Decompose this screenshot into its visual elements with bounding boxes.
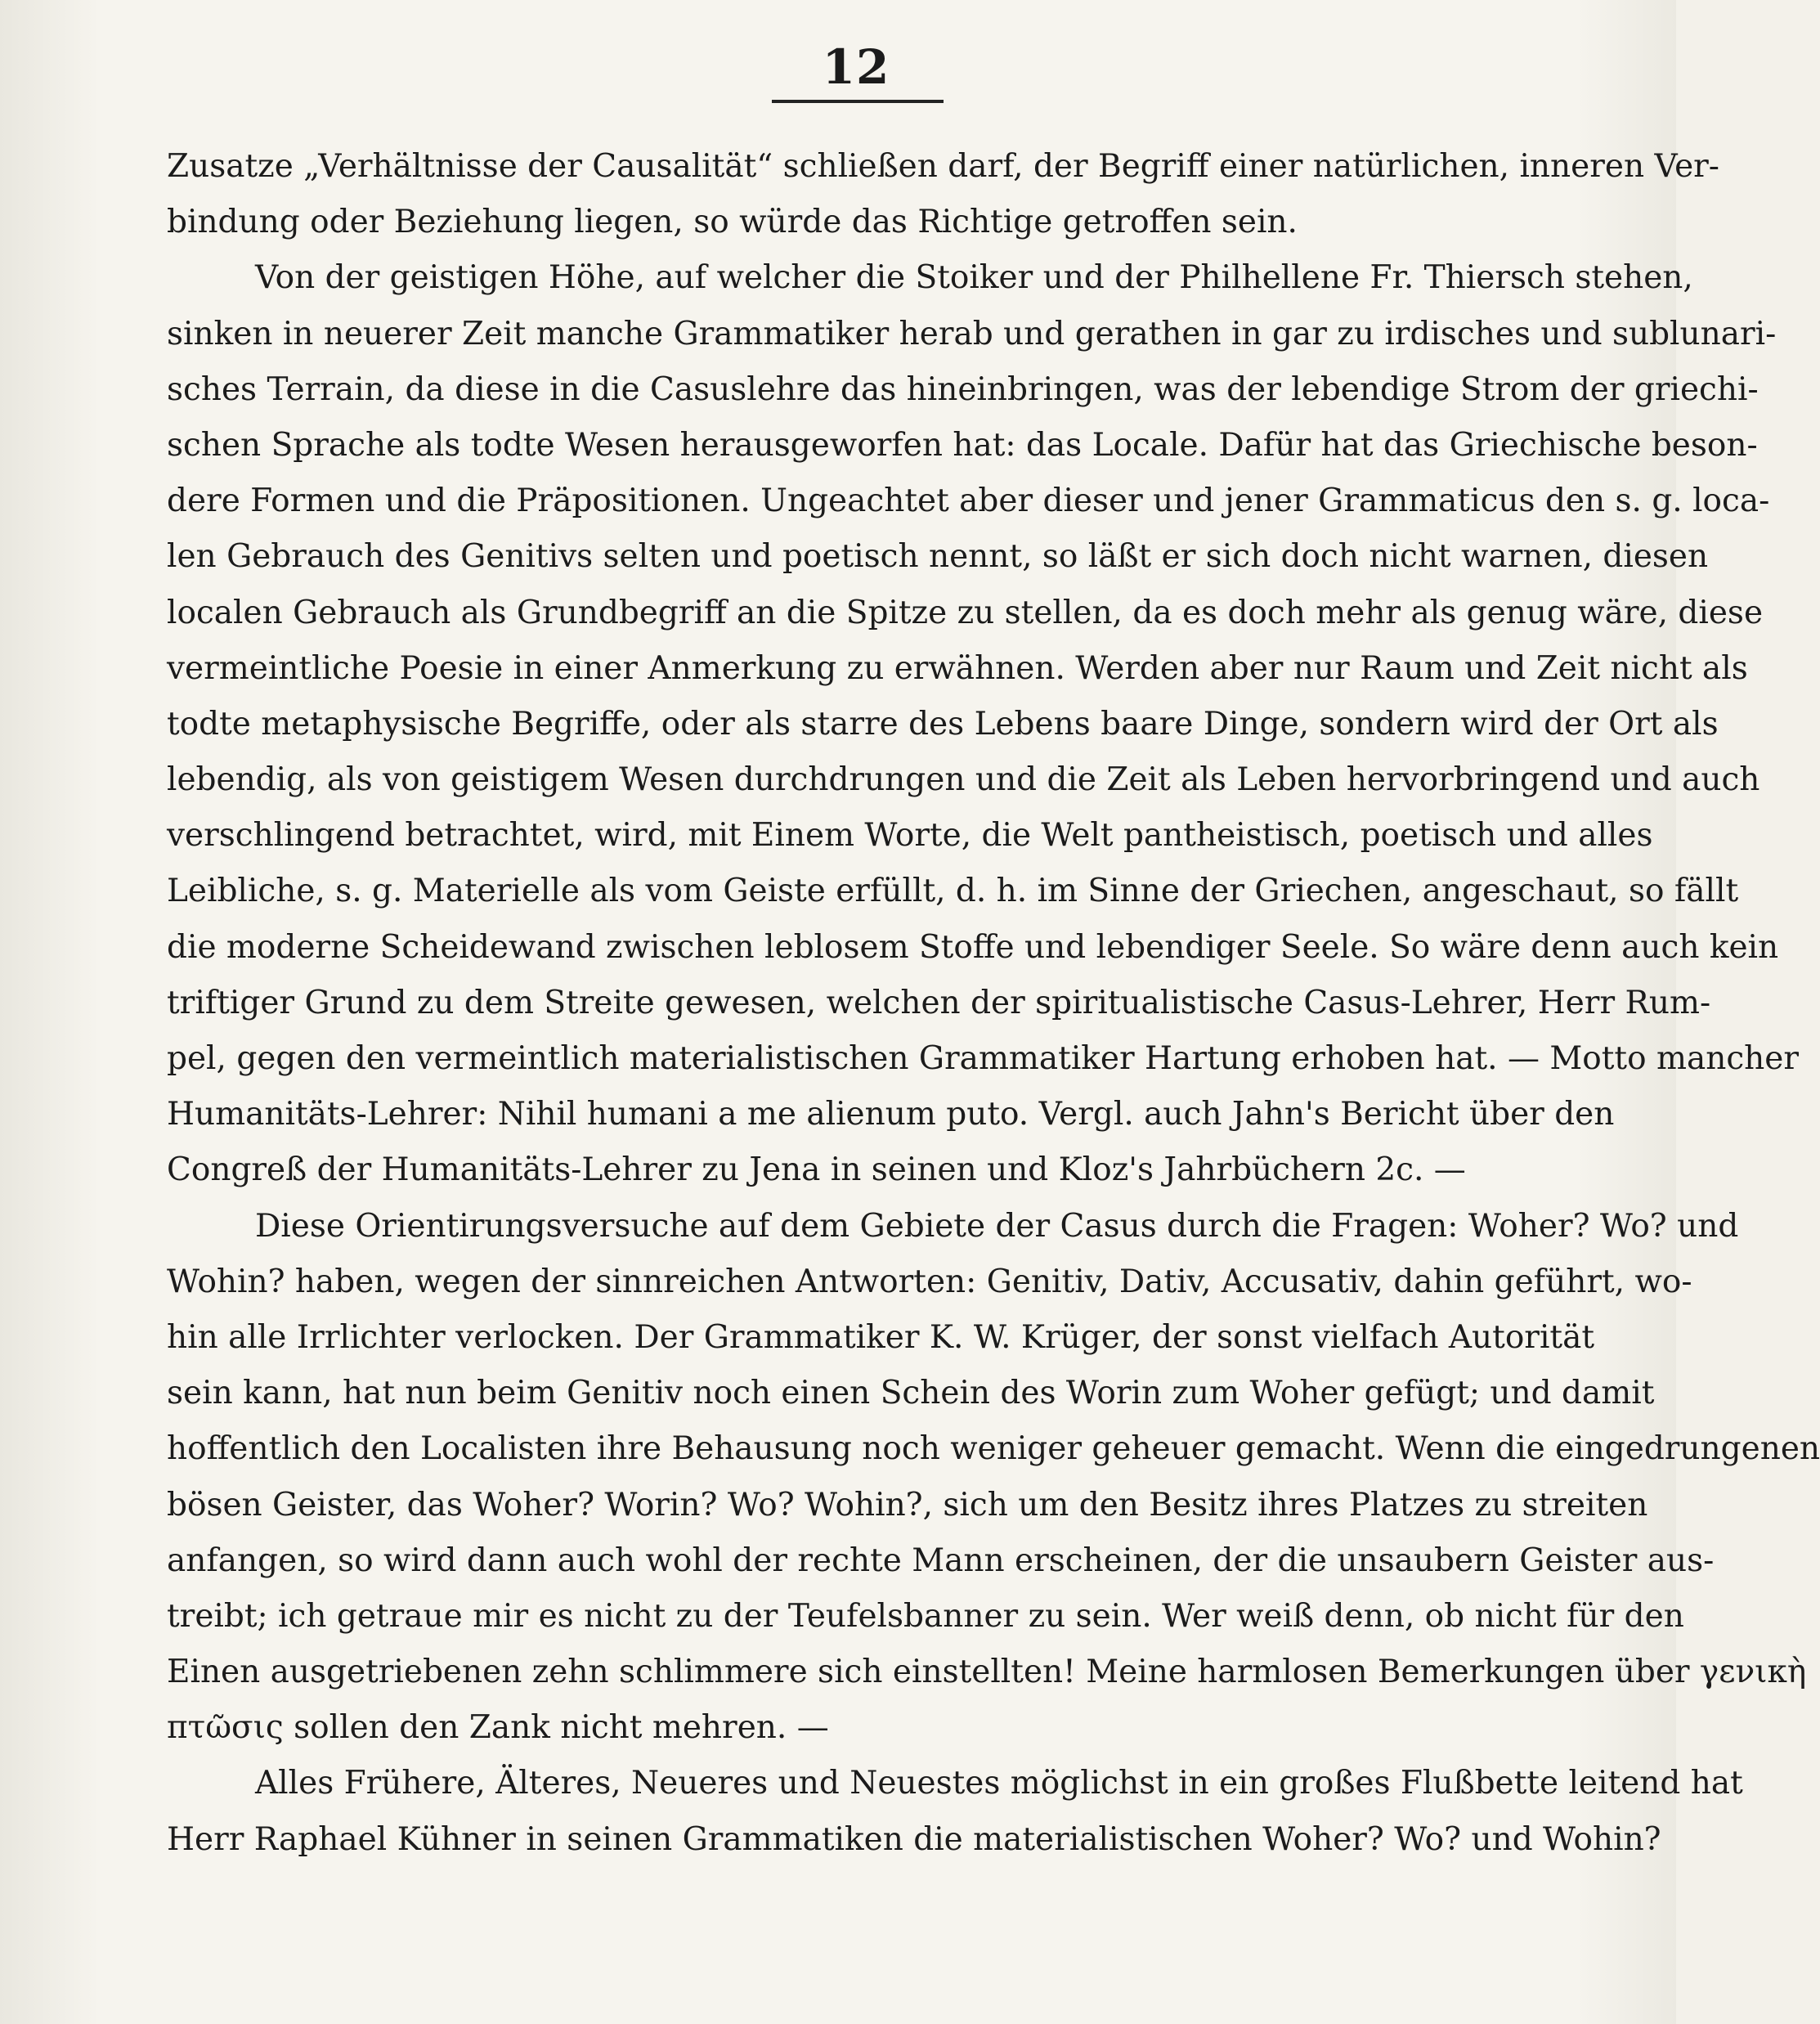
text-line: Einen ausgetriebenen zehn schlimmere sich einstellten! Meine harmlosen Bemerkungen über γενικὴ	[167, 1654, 1807, 1691]
text-line: treibt; ich getraue mir es nicht zu der Teufelsbanner zu sein. Wer weiß denn, ob nicht für den	[167, 1597, 1684, 1635]
text-line: dere Formen und die Präpositionen. Ungeachtet aber dieser und jener Grammaticus den s. g. loca-	[167, 482, 1770, 520]
text-line: hin alle Irrlichter verlocken. Der Grammatiker K. W. Krüger, der sonst vielfach Autorität	[167, 1318, 1595, 1356]
text-line: vermeintliche Poesie in einer Anmerkung zu erwähnen. Werden aber nur Raum und Zeit nicht als	[167, 649, 1748, 687]
text-line: triftiger Grund zu dem Streite gewesen, welchen der spiritualistische Casus-Lehrer, Herr Rum-	[167, 984, 1711, 1021]
text-line: Zusatze „Verhältnisse der Causalität“ schließen darf, der Begriff einer natürlichen, inneren Ver-	[167, 148, 1719, 185]
text-line: bindung oder Beziehung liegen, so würde das Richtige getroffen sein.	[167, 204, 1298, 241]
text-line: Herr Raphael Kühner in seinen Grammatiken die materialistischen Woher? Wo? und Wohin?	[167, 1820, 1661, 1858]
text-line: sches Terrain, da diese in die Casuslehre das hineinbringen, was der lebendige Strom der griechi-	[167, 370, 1759, 408]
text-line: sein kann, hat nun beim Genitiv noch einen Schein des Worin zum Woher gefügt; und damit	[167, 1375, 1655, 1412]
text-line: localen Gebrauch als Grundbegriff an die Spitze zu stellen, da es doch mehr als genug wäre, diese	[167, 594, 1764, 631]
text-line: sinken in neuerer Zeit manche Grammatiker herab und gerathen in gar zu irdisches und sublunari-	[167, 315, 1777, 352]
text-line: lebendig, als von geistigem Wesen durchdrungen und die Zeit als Leben hervorbringend und auch	[167, 761, 1760, 799]
text-line: schen Sprache als todte Wesen herausgeworfen hat: das Locale. Dafür hat das Griechische beson-	[167, 426, 1758, 464]
text-line: Congreß der Humanitäts-Lehrer zu Jena in seinen und Kloz's Jahrbüchern 2c. —	[167, 1151, 1466, 1189]
text-line: Wohin? haben, wegen der sinnreichen Antworten: Genitiv, Dativ, Accusativ, dahin geführt, wo-	[167, 1263, 1692, 1300]
body-text	[167, 139, 1820, 1868]
text-line: verschlingend betrachtet, wird, mit Einem Worte, die Welt pantheistisch, poetisch und alles	[167, 817, 1653, 855]
text-line: Leibliche, s. g. Materielle als vom Geiste erfüllt, d. h. im Sinne der Griechen, angeschaut, so fällt	[167, 873, 1739, 910]
text-line: Humanitäts-Lehrer: Nihil humani a me alienum puto. Vergl. auch Jahn's Bericht über den	[167, 1096, 1615, 1133]
text-line: Von der geistigen Höhe, auf welcher die Stoiker und der Philhellene Fr. Thiersch stehen,	[255, 259, 1693, 297]
text-line: hoffentlich den Localisten ihre Behausung noch weniger geheuer gemacht. Wenn die eingedrungenen	[167, 1430, 1820, 1468]
text-line: todte metaphysische Begriffe, oder als starre des Lebens baare Dinge, sondern wird der Ort als	[167, 705, 1719, 743]
text-line: bösen Geister, das Woher? Worin? Wo? Wohin?, sich um den Besitz ihres Platzes zu streiten	[167, 1486, 1648, 1524]
text-line: πτῶσις sollen den Zank nicht mehren. —	[167, 1709, 829, 1747]
text-line: pel, gegen den vermeintlich materialistischen Grammatiker Hartung erhoben hat. — Motto mancher	[167, 1040, 1800, 1077]
page-number-rule	[772, 100, 944, 103]
text-line: die moderne Scheidewand zwischen leblosem Stoffe und lebendiger Seele. So wäre denn auch kein	[167, 928, 1779, 966]
text-line: anfangen, so wird dann auch wohl der rechte Mann erscheinen, der die unsaubern Geister aus-	[167, 1542, 1715, 1579]
text-line: Alles Frühere, Älteres, Neueres und Neuestes möglichst in ein großes Flußbette leitend hat	[255, 1765, 1743, 1802]
text-line: Diese Orientirungsversuche auf dem Gebiete der Casus durch die Fragen: Woher? Wo? und	[255, 1207, 1739, 1245]
page-number: 12	[822, 39, 890, 95]
text-line: len Gebrauch des Genitivs selten und poetisch nennt, so läßt er sich doch nicht warnen, diesen	[167, 538, 1709, 576]
